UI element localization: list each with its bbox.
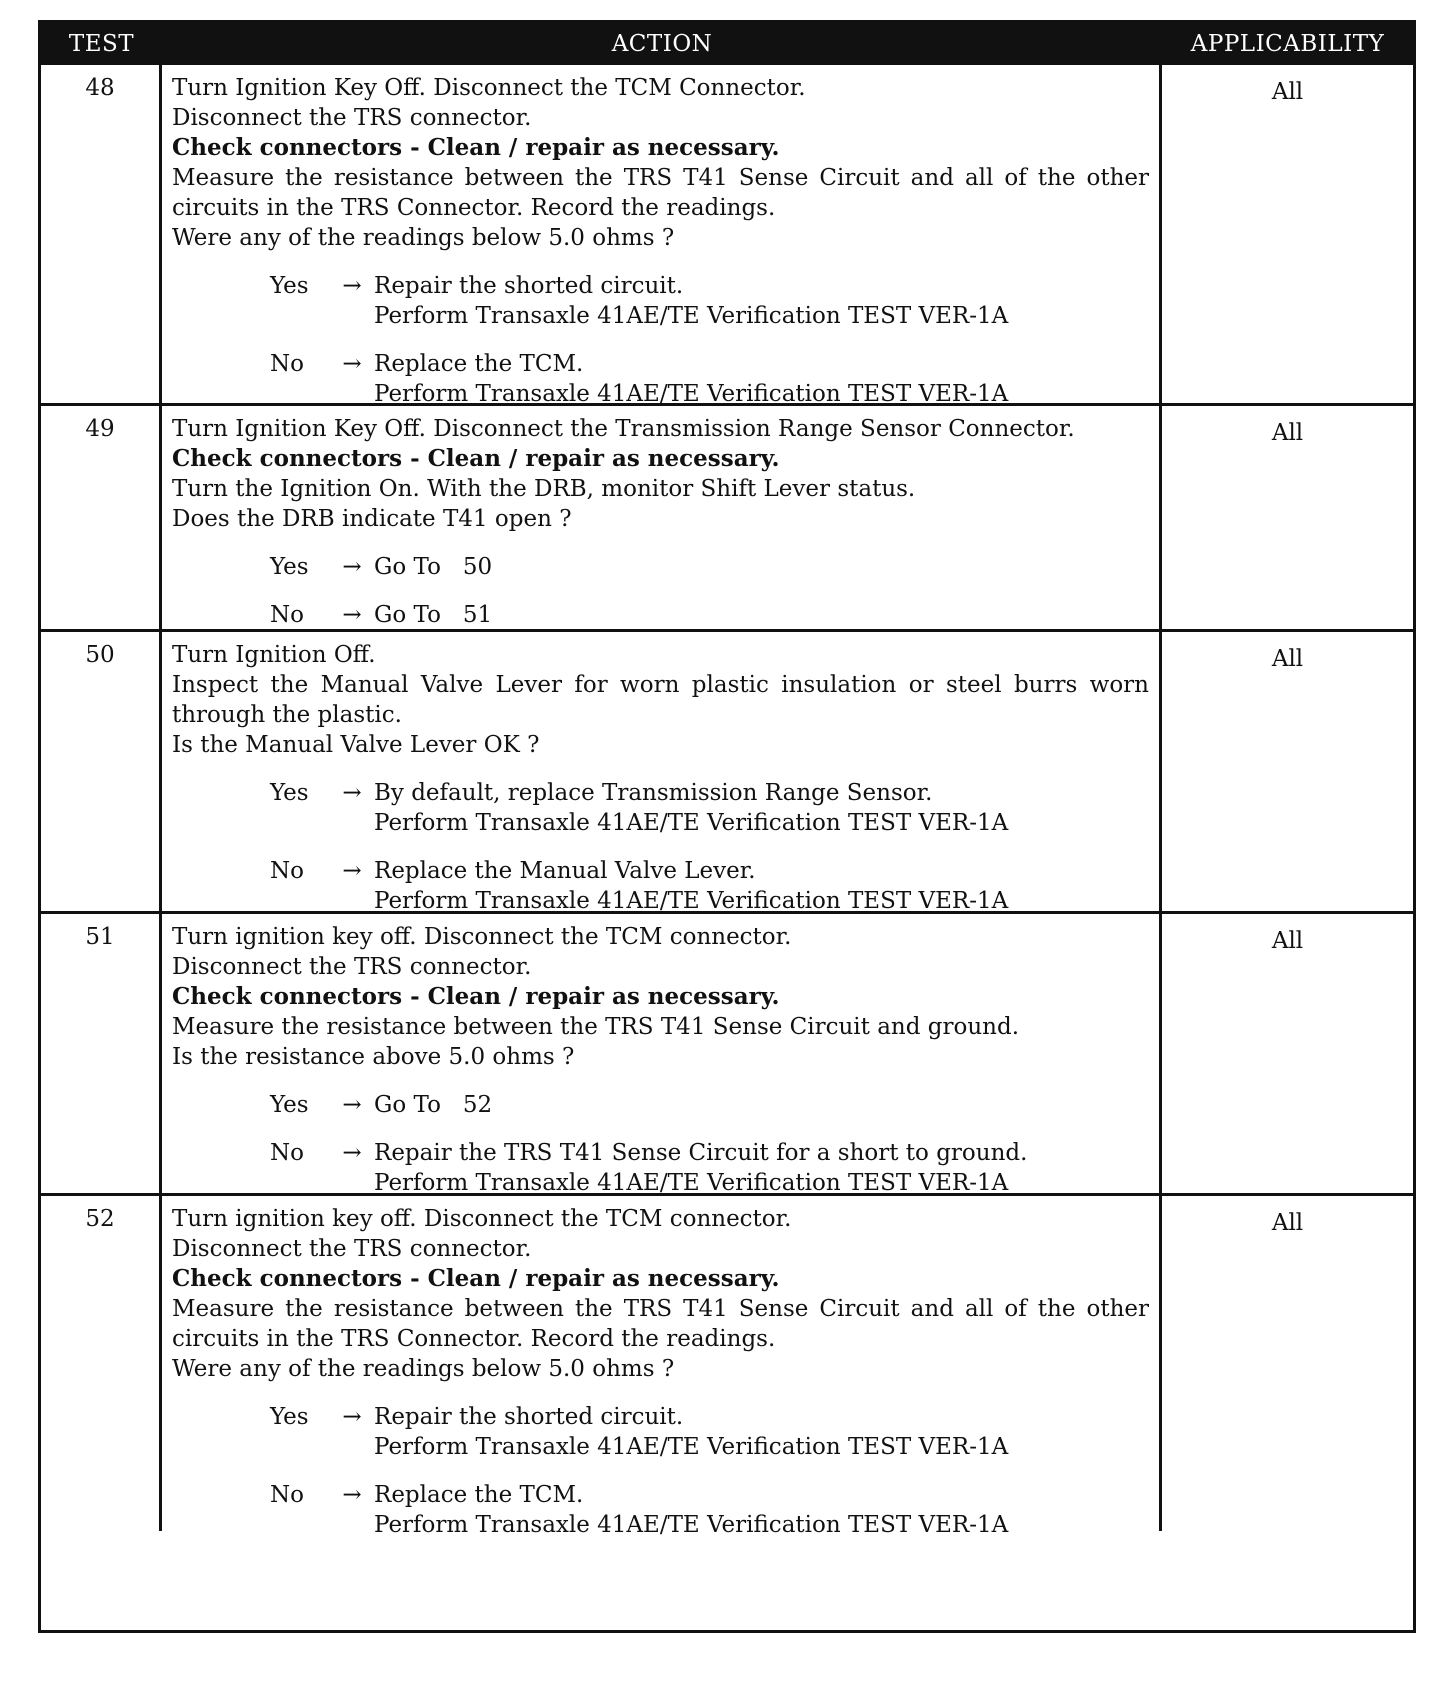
arrow-icon: → bbox=[342, 1092, 362, 1118]
action-cell bbox=[162, 406, 1162, 629]
yes-label: Yes bbox=[270, 1092, 309, 1118]
no-answer bbox=[270, 856, 1149, 916]
yes-outcome bbox=[374, 552, 1149, 582]
instruction-line: Turn Ignition Key Off. Disconnect the Transmission Range Sensor Connector. bbox=[172, 416, 1075, 442]
no-outcome bbox=[374, 349, 1149, 409]
outcome-line: Go To 51 bbox=[374, 602, 493, 628]
instruction-line: Turn Ignition Off. bbox=[172, 642, 376, 668]
test-question: Does the DRB indicate T41 open ? bbox=[172, 506, 572, 532]
arrow-icon: → bbox=[342, 602, 362, 628]
outcome-line: Replace the TCM. bbox=[374, 1482, 584, 1508]
no-answer bbox=[270, 600, 1149, 630]
no-answer bbox=[270, 1138, 1149, 1198]
no-answer bbox=[270, 349, 1149, 409]
test-number: 52 bbox=[41, 1196, 162, 1531]
arrow-icon: → bbox=[342, 1404, 362, 1430]
action-cell bbox=[162, 914, 1162, 1196]
yes-answer bbox=[270, 1402, 1149, 1462]
header-applicability: APPLICABILITY bbox=[1190, 31, 1385, 57]
table-row bbox=[41, 403, 1413, 629]
test-question: Were any of the readings below 5.0 ohms ? bbox=[172, 1356, 675, 1382]
table-body bbox=[41, 65, 1413, 1538]
no-label: No bbox=[270, 351, 304, 377]
arrow-icon: → bbox=[342, 858, 362, 884]
instruction-paragraph: Measure the resistance between the TRS T41 Sense Circuit and all of the other circuits in the TRS Connector. Record the readings. bbox=[172, 165, 1149, 221]
applicability-value: All bbox=[1271, 928, 1304, 954]
arrow-icon: → bbox=[342, 351, 362, 377]
outcome-line: By default, replace Transmission Range Sensor. bbox=[374, 780, 933, 806]
no-label: No bbox=[270, 858, 304, 884]
no-outcome bbox=[374, 1138, 1149, 1198]
yes-outcome bbox=[374, 1090, 1149, 1120]
arrow-icon: → bbox=[342, 1140, 362, 1166]
arrow-icon: → bbox=[342, 1482, 362, 1508]
applicability-value: All bbox=[1271, 1210, 1304, 1236]
outcome-line: Repair the shorted circuit. bbox=[374, 1404, 684, 1430]
test-question: Is the resistance above 5.0 ohms ? bbox=[172, 1044, 575, 1070]
arrow-icon: → bbox=[342, 780, 362, 806]
instruction-line: Disconnect the TRS connector. bbox=[172, 954, 532, 980]
header-test: TEST bbox=[68, 31, 135, 57]
no-outcome bbox=[374, 1480, 1149, 1540]
outcome-line: Perform Transaxle 41AE/TE Verification TEST VER-1A bbox=[374, 1512, 1009, 1538]
check-connectors-note: Check connectors - Clean / repair as necessary. bbox=[172, 983, 780, 1010]
yes-answer bbox=[270, 778, 1149, 838]
outcome-line: Repair the shorted circuit. bbox=[374, 273, 684, 299]
yes-answer bbox=[270, 271, 1149, 331]
outcome-line: Perform Transaxle 41AE/TE Verification TEST VER-1A bbox=[374, 381, 1009, 407]
yes-answer bbox=[270, 1090, 1149, 1120]
outcome-line: Go To 52 bbox=[374, 1092, 493, 1118]
outcome-line: Perform Transaxle 41AE/TE Verification TEST VER-1A bbox=[374, 1434, 1009, 1460]
test-number: 50 bbox=[41, 632, 162, 911]
action-cell bbox=[162, 632, 1162, 914]
outcome-line: Perform Transaxle 41AE/TE Verification TEST VER-1A bbox=[374, 1170, 1009, 1196]
yes-outcome bbox=[374, 778, 1149, 838]
instruction-paragraph: Inspect the Manual Valve Lever for worn plastic insulation or steel burrs worn through the plastic. bbox=[172, 672, 1149, 728]
applicability-value: All bbox=[1271, 420, 1304, 446]
applicability-value: All bbox=[1271, 646, 1304, 672]
yes-label: Yes bbox=[270, 1404, 309, 1430]
test-number: 51 bbox=[41, 914, 162, 1193]
yes-outcome bbox=[374, 1402, 1149, 1462]
check-connectors-note: Check connectors - Clean / repair as necessary. bbox=[172, 134, 780, 161]
table-row bbox=[41, 1193, 1413, 1538]
table-row bbox=[41, 65, 1413, 407]
instruction-paragraph: Turn the Ignition On. With the DRB, monitor Shift Lever status. bbox=[172, 476, 916, 502]
instruction-line: Disconnect the TRS connector. bbox=[172, 105, 532, 131]
test-question: Is the Manual Valve Lever OK ? bbox=[172, 732, 540, 758]
arrow-icon: → bbox=[342, 273, 362, 299]
yes-label: Yes bbox=[270, 780, 309, 806]
yes-label: Yes bbox=[270, 273, 309, 299]
instruction-paragraph: Measure the resistance between the TRS T41 Sense Circuit and ground. bbox=[172, 1014, 1020, 1040]
outcome-line: Replace the Manual Valve Lever. bbox=[374, 858, 756, 884]
instruction-line: Turn ignition key off. Disconnect the TCM connector. bbox=[172, 924, 792, 950]
yes-label: Yes bbox=[270, 554, 309, 580]
no-outcome bbox=[374, 856, 1149, 916]
no-label: No bbox=[270, 1482, 304, 1508]
header-action: ACTION bbox=[611, 31, 713, 57]
outcome-line: Perform Transaxle 41AE/TE Verification TEST VER-1A bbox=[374, 810, 1009, 836]
outcome-line: Perform Transaxle 41AE/TE Verification TEST VER-1A bbox=[374, 888, 1009, 914]
action-cell bbox=[162, 65, 1162, 407]
table-row bbox=[41, 629, 1413, 914]
instruction-line: Disconnect the TRS connector. bbox=[172, 1236, 532, 1262]
no-answer bbox=[270, 1480, 1149, 1540]
instruction-paragraph: Measure the resistance between the TRS T41 Sense Circuit and all of the other circuits in the TRS Connector. Record the readings. bbox=[172, 1296, 1149, 1352]
instruction-line: Turn Ignition Key Off. Disconnect the TCM Connector. bbox=[172, 75, 806, 101]
table-row bbox=[41, 911, 1413, 1196]
check-connectors-note: Check connectors - Clean / repair as necessary. bbox=[172, 1265, 780, 1292]
arrow-icon: → bbox=[342, 554, 362, 580]
action-cell bbox=[162, 1196, 1162, 1538]
diagnostic-test-table bbox=[38, 20, 1416, 1633]
test-number: 49 bbox=[41, 406, 162, 629]
table-header bbox=[41, 23, 1413, 65]
test-number: 48 bbox=[41, 65, 162, 403]
no-outcome bbox=[374, 600, 1149, 630]
yes-outcome bbox=[374, 271, 1149, 331]
outcome-line: Repair the TRS T41 Sense Circuit for a short to ground. bbox=[374, 1140, 1028, 1166]
check-connectors-note: Check connectors - Clean / repair as necessary. bbox=[172, 445, 780, 472]
no-label: No bbox=[270, 1140, 304, 1166]
test-question: Were any of the readings below 5.0 ohms ? bbox=[172, 225, 675, 251]
applicability-value: All bbox=[1271, 79, 1304, 105]
instruction-line: Turn ignition key off. Disconnect the TCM connector. bbox=[172, 1206, 792, 1232]
outcome-line: Replace the TCM. bbox=[374, 351, 584, 377]
outcome-line: Perform Transaxle 41AE/TE Verification TEST VER-1A bbox=[374, 303, 1009, 329]
no-label: No bbox=[270, 602, 304, 628]
outcome-line: Go To 50 bbox=[374, 554, 493, 580]
yes-answer bbox=[270, 552, 1149, 582]
